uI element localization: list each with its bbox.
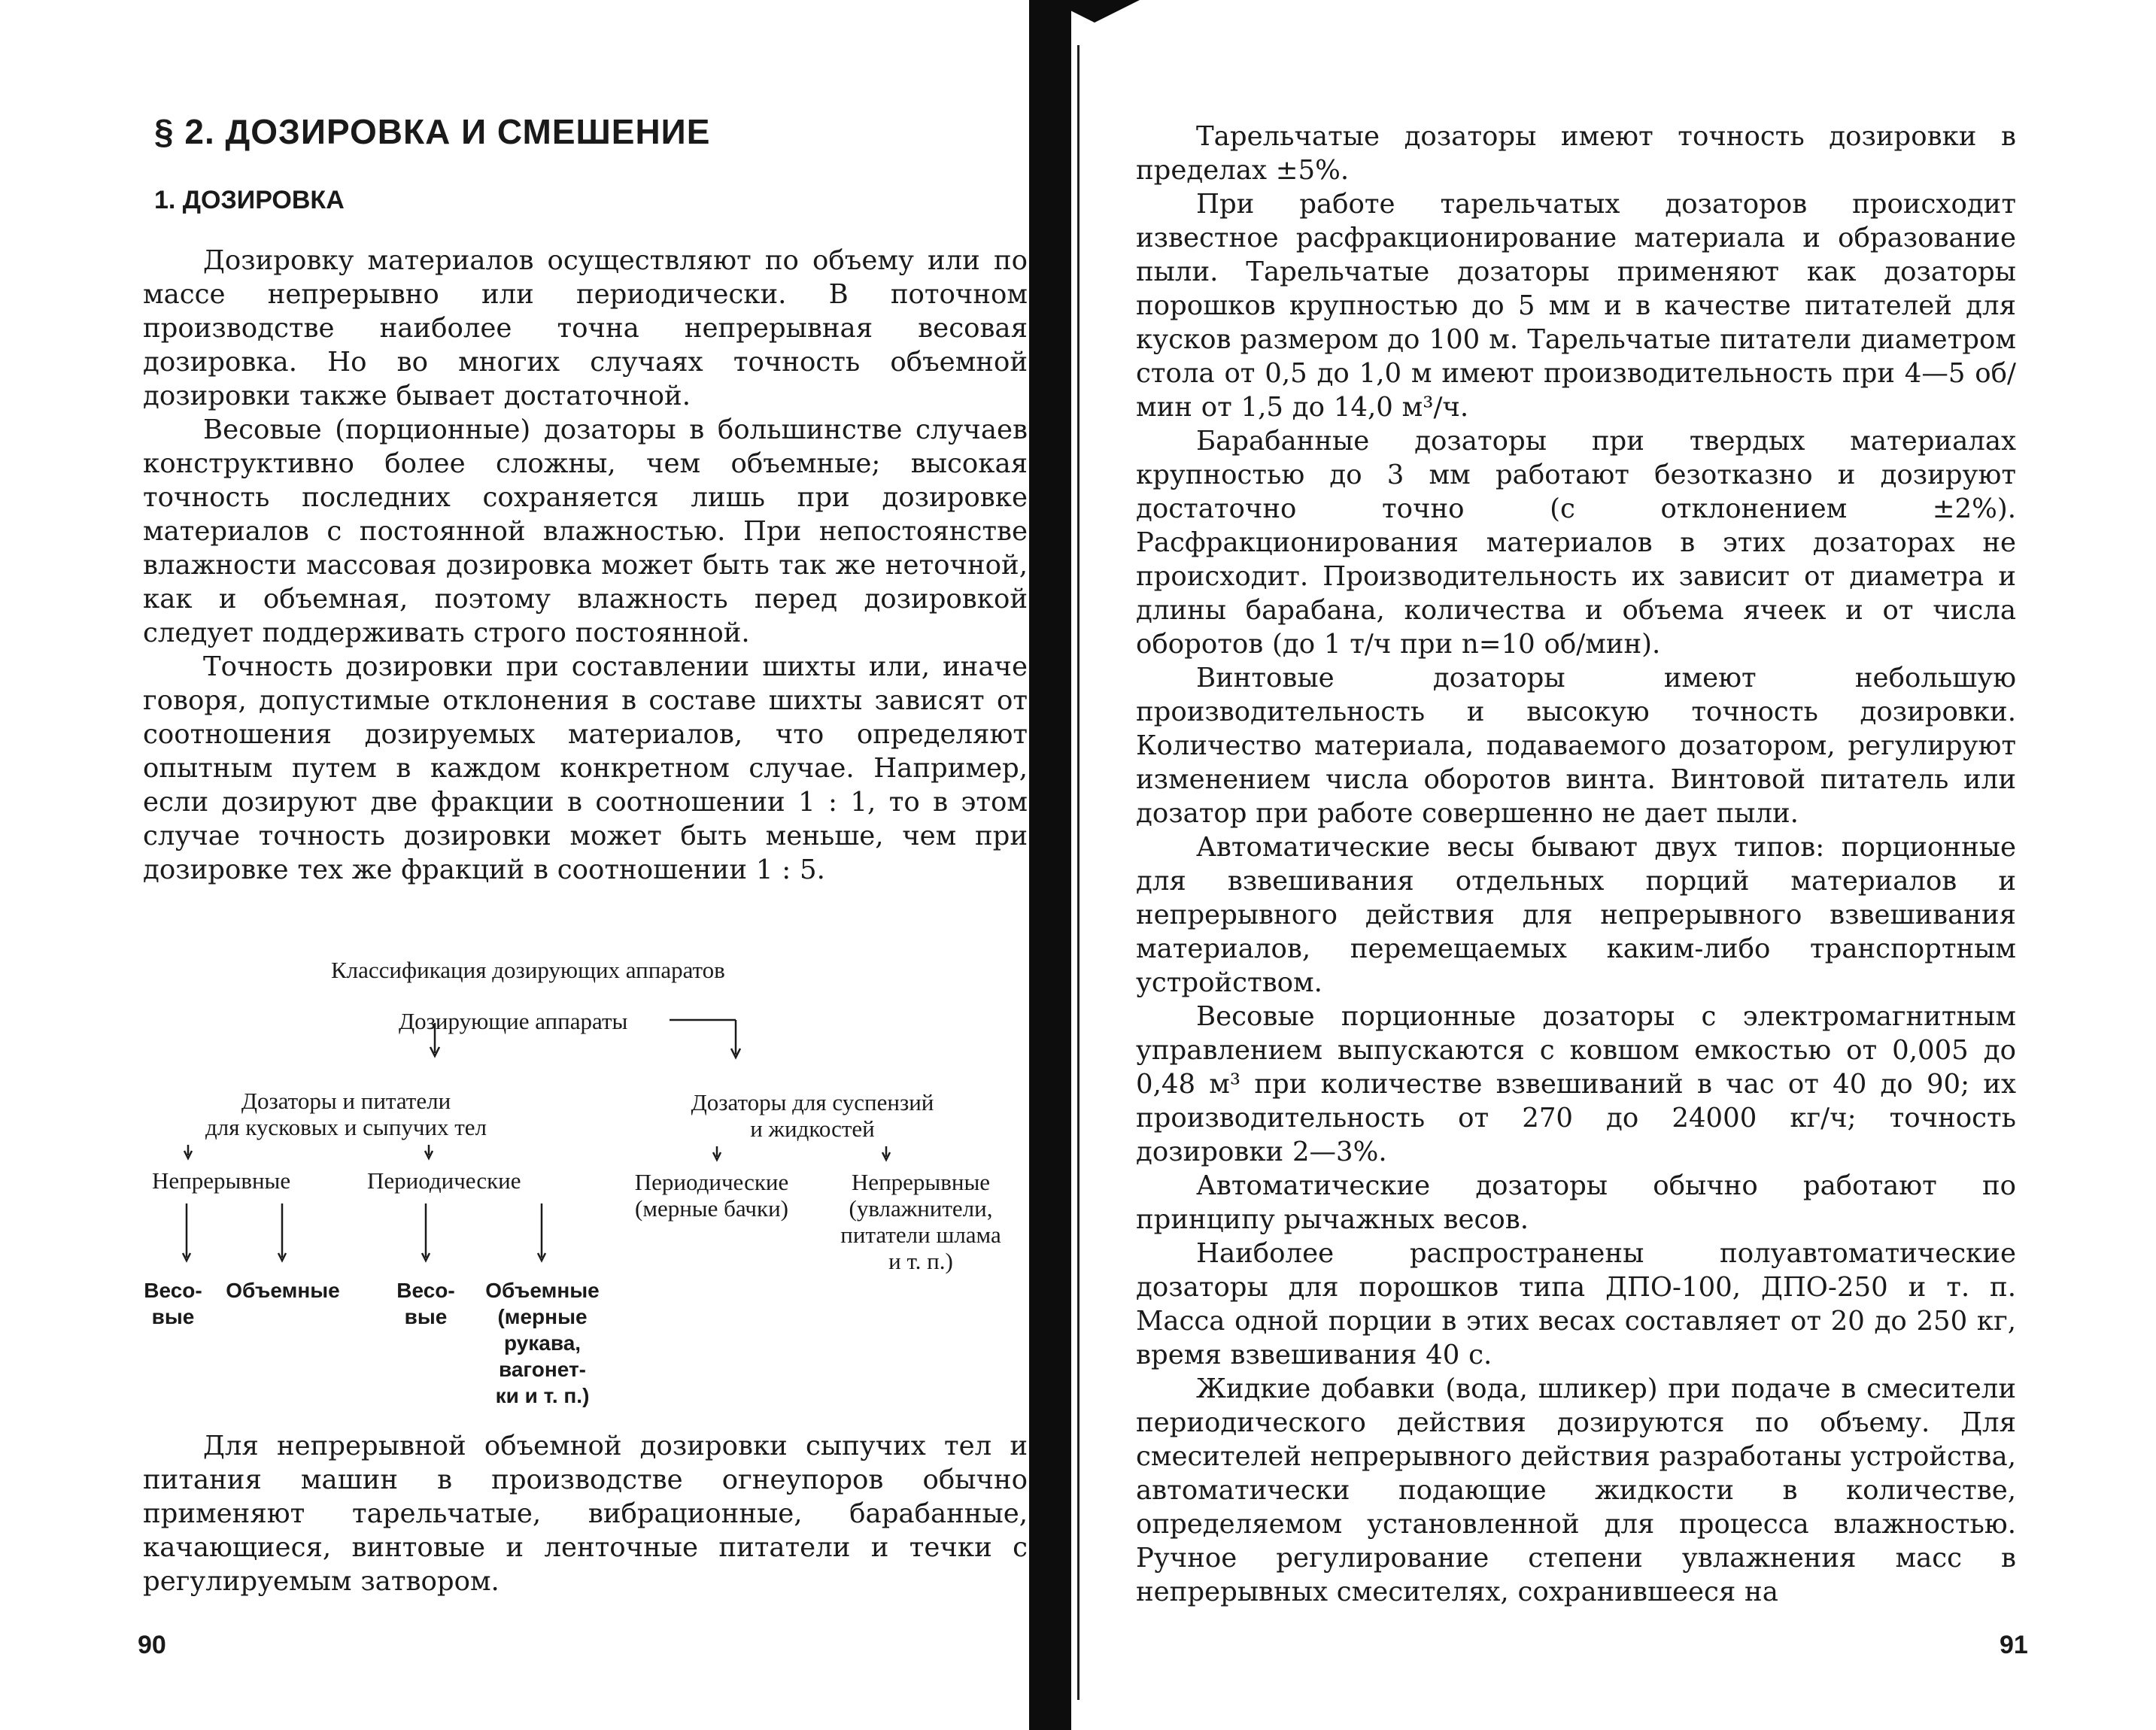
paragraph: Весовые (порционные) дозаторы в большинстве случаев конструктивно более сложны, чем объемные; высокая точность последних сохраняется лишь при дозировке материалов с постоянной влажностью. При непостоянстве влажности массовая дозировка может быть так же неточной, как и объемная, поэтому влажность перед дозировкой следует поддерживать строго постоянной.: [143, 414, 1028, 648]
paragraph: Точность дозировки при составлении шихты или, иначе говоря, допустимые отклонения в составе шихты зависят от соотношения дозируемых материалов, что определяют опытным путем в каждом конкретном случае. Например, если дозируют две фракции в соотношении 1 : 1, то в этом случае точность дозировки может быть меньше, чем при дозировке тех же фракций в соотношении 1 : 5.: [143, 651, 1028, 885]
node-line: и т. п.): [888, 1248, 953, 1274]
node-liquid-dosers: [670, 1089, 955, 1142]
node-line: Непрерывные: [851, 1169, 991, 1195]
subsection-title: 1. ДОЗИРОВКА: [154, 186, 345, 214]
node-continuous: Непрерывные: [152, 1167, 291, 1194]
paragraph: Автоматические дозаторы обычно работают по принципу рычажных весов.: [1136, 1170, 2016, 1235]
paragraph: Барабанные дозаторы при твердых материалах крупностью до 3 мм работают безотказно и дозируют достаточно точно (с отклонением ±2%). Расфракционирования материалов в этих дозаторах не происходит. Производительность их зависит от диаметра и длины барабана, количества и объема ячеек и от числа оборотов (до 1 т/ч при n=10 об/мин).: [1136, 426, 2016, 660]
paragraph: Дозировку материалов осуществляют по объему или по массе непрерывно или периодически. В поточном производстве наиболее точна непрерывная весовая дозировка. Но во многих случаях точность объемной дозировки также бывает достаточной.: [143, 245, 1028, 411]
left-text-bottom: [143, 1429, 1028, 1598]
node-weight-continuous: [128, 1277, 218, 1330]
gutter-line: [1077, 45, 1080, 1700]
paragraph: Тарельчатые дозаторы имеют точность дозировки в пределах ±5%.: [1136, 121, 2016, 186]
node-solid-dosers: [203, 1088, 489, 1140]
node-periodic: Периодические: [367, 1167, 521, 1194]
node-line: (мерные: [497, 1305, 588, 1328]
classification-diagram: [120, 948, 1008, 1429]
paragraph: Для непрерывной объемной дозировки сыпучих тел и питания машин в производстве огнеупоров обычно применяют тарельчатые, вибрационные, барабанные, качающиеся, винтовые и ленточные питатели и течки с регулируемым затвором.: [143, 1431, 1028, 1597]
paragraph: Жидкие добавки (вода, шликер) при подаче в смесители периодического действия дозируются по объему. Для смесителей непрерывного действия разработаны устройства, автоматически подающие жидкости в количестве, определяемом установленной для процесса влажностью. Ручное регулирование степени увлажнения масс в непрерывных смесителях, сохранившееся на: [1136, 1373, 2016, 1607]
section-title: § 2. ДОЗИРОВКА И СМЕШЕНИЕ: [154, 112, 711, 151]
paragraph: Винтовые дозаторы имеют небольшую производительность и высокую точность дозировки. Количество материала, подаваемого дозатором, регулируют изменением числа оборотов винта. Винтовой питатель или дозатор при работе совершенно не дает пыли.: [1136, 663, 2016, 829]
gutter-top-notch: [1049, 0, 1140, 23]
node-line: вые: [404, 1305, 448, 1328]
paragraph: Весовые порционные дозаторы с электромагнитным управлением выпускаются с ковшом емкостью от 0,005 до 0,48 м³ при количестве взвешиваний в час от 40 до 90; их производительность от 270 до 24000 кг/ч; точность дозировки 2—3%.: [1136, 1001, 2016, 1167]
paragraph: Автоматические весы бывают двух типов: порционные для взвешивания отдельных порций материалов и непрерывного действия для непрерывного взвешивания материалов, перемещаемых каким-либо транспортным устройством.: [1136, 832, 2016, 998]
node-weight-periodic: [373, 1277, 478, 1330]
node-line: Периодические: [634, 1169, 789, 1195]
node-line: Весо-: [396, 1279, 455, 1302]
left-page: [0, 0, 1038, 1730]
diagram-caption: Классификация дозирующих аппаратов: [331, 957, 725, 983]
diagram-root-node: Дозирующие аппараты: [399, 1008, 628, 1034]
page-number-right: 91: [2000, 1631, 2028, 1659]
node-line: для кусковых и сыпучих тел: [205, 1114, 487, 1140]
node-line: ки и т. п.): [495, 1384, 590, 1407]
node-line: (мерные бачки): [635, 1195, 788, 1222]
node-continuous-liquid: [823, 1169, 1019, 1274]
node-line: Дозаторы и питатели: [241, 1088, 451, 1114]
paragraph: Наиболее распространены полуавтоматические дозаторы для порошков типа ДПО-100, ДПО-250 и т. п. Масса одной порции в этих весах составляет от 20 до 250 кг, время взвешивания 40 с.: [1136, 1238, 2016, 1370]
node-volume-continuous: Объемные: [226, 1279, 340, 1302]
node-line: Дозаторы для суспензий: [691, 1089, 934, 1115]
node-line: Весо-: [144, 1279, 202, 1302]
node-line: (увлажнители,: [849, 1195, 993, 1222]
node-line: вые: [151, 1305, 195, 1328]
page-number-left: 90: [138, 1631, 166, 1659]
node-line: рукава,: [503, 1331, 582, 1355]
node-line: и жидкостей: [750, 1115, 875, 1142]
left-text-top: [143, 244, 1028, 887]
node-periodic-liquid: [599, 1169, 824, 1222]
node-volume-periodic: [471, 1277, 614, 1409]
node-line: питатели шлама: [840, 1222, 1001, 1248]
right-page-text: [1136, 120, 2016, 1609]
paragraph: При работе тарельчатых дозаторов происходит известное расфракционирование материала и образование пыли. Тарельчатые дозаторы применяют как дозаторы порошков крупностью до 5 мм и в качестве питателей для кусков размером до 100 м. Тарельчатые питатели диаметром стола от 0,5 до 1,0 м имеют производительность при 4—5 об/мин от 1,5 до 14,0 м³/ч.: [1136, 189, 2016, 423]
node-line: Объемные: [485, 1279, 600, 1302]
node-line: вагонет-: [499, 1358, 586, 1381]
